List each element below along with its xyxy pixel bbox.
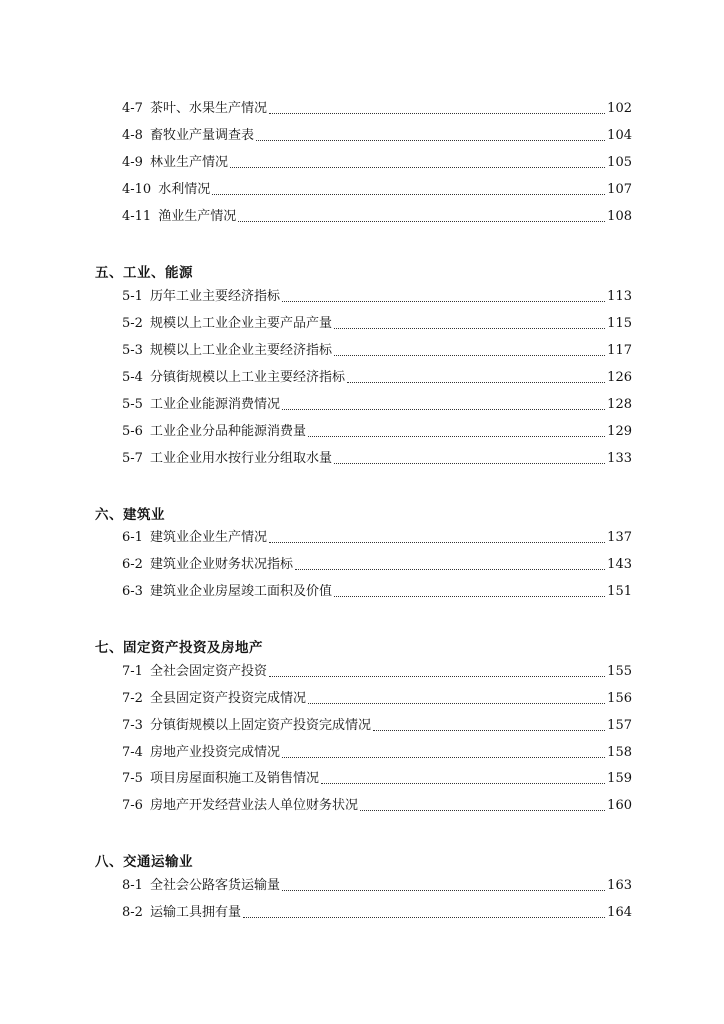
toc-entry-title: 规模以上工业企业主要产品产量: [149, 316, 332, 331]
dot-leader: [230, 166, 605, 168]
toc-entry-number: 7-6: [122, 798, 143, 813]
toc-entry[interactable]: [122, 717, 632, 735]
toc-entry[interactable]: [122, 315, 632, 333]
toc-entry[interactable]: [122, 450, 632, 468]
dot-leader: [308, 702, 605, 704]
toc-entry-title: 工业企业分品种能源消费量: [149, 424, 306, 439]
toc-entry-number: 5-7: [122, 451, 143, 466]
dot-leader: [295, 568, 605, 570]
section-heading: 五、工业、能源: [95, 265, 193, 281]
toc-entry-title: 全社会公路客货运输量: [149, 878, 280, 893]
toc-entry-page: 143: [607, 557, 632, 572]
toc-entry-title: 房地产开发经营业法人单位财务状况: [149, 798, 358, 813]
dot-leader: [373, 729, 605, 731]
toc-entry-title: 畜牧业产量调查表: [149, 128, 254, 143]
dot-leader: [269, 541, 605, 543]
dot-leader: [321, 782, 605, 784]
toc-entry-number: 4-10: [122, 182, 152, 197]
dot-leader: [238, 220, 605, 222]
toc-entry-title: 运输工具拥有量: [149, 905, 241, 920]
toc-entry[interactable]: [122, 100, 632, 118]
toc-entry-number: 7-4: [122, 745, 143, 760]
toc-entry-title: 项目房屋面积施工及销售情况: [149, 771, 319, 786]
toc-entry-number: 7-3: [122, 718, 143, 733]
toc-entry-title: 分镇街规模以上工业主要经济指标: [149, 370, 345, 385]
toc-entry-title: 工业企业能源消费情况: [149, 397, 280, 412]
toc-entry-number: 6-2: [122, 557, 143, 572]
toc-entry-page: 159: [607, 771, 632, 786]
toc-entry-page: 117: [607, 343, 632, 358]
toc-entry-title: 建筑业企业房屋竣工面积及价值: [149, 584, 332, 599]
toc-entry-page: 129: [607, 424, 632, 439]
section-heading: 六、建筑业: [95, 507, 165, 523]
toc-entry-number: 4-7: [122, 101, 143, 116]
toc-entry-number: 5-5: [122, 397, 143, 412]
toc-entry-page: 105: [607, 155, 632, 170]
dot-leader: [243, 916, 605, 918]
dot-leader: [308, 435, 605, 437]
section-heading: 八、交通运输业: [95, 854, 193, 870]
toc-entry-page: 137: [607, 530, 632, 545]
dot-leader: [282, 300, 605, 302]
toc-entry-page: 160: [607, 798, 632, 813]
toc-entry[interactable]: [122, 583, 632, 601]
toc-entry-title: 全社会固定资产投资: [149, 664, 267, 679]
toc-entry-page: 163: [607, 878, 632, 893]
toc-entry-title: 建筑业企业生产情况: [149, 530, 267, 545]
toc-entry-page: 151: [607, 584, 632, 599]
toc-entry-number: 5-1: [122, 289, 143, 304]
dot-leader: [334, 354, 605, 356]
dot-leader: [334, 327, 605, 329]
toc-entry[interactable]: [122, 556, 632, 574]
toc-entry[interactable]: [122, 904, 632, 922]
toc-entry-title: 历年工业主要经济指标: [149, 289, 280, 304]
dot-leader: [282, 408, 605, 410]
toc-entry-page: 128: [607, 397, 632, 412]
toc-entry[interactable]: [122, 154, 632, 172]
toc-entry[interactable]: [122, 690, 632, 708]
toc-entry-page: 156: [607, 691, 632, 706]
toc-entry-number: 5-2: [122, 316, 143, 331]
toc-entry[interactable]: [122, 423, 632, 441]
toc-entry-page: 115: [607, 316, 632, 331]
dot-leader: [256, 139, 605, 141]
toc-entry-number: 8-2: [122, 905, 143, 920]
toc-entry[interactable]: [122, 797, 632, 815]
dot-leader: [212, 193, 605, 195]
toc-entry-number: 7-5: [122, 771, 143, 786]
dot-leader: [282, 889, 605, 891]
toc-entry-number: 5-3: [122, 343, 143, 358]
toc-entry-number: 5-4: [122, 370, 143, 385]
toc-entry-page: 126: [607, 370, 632, 385]
toc-entry-number: 8-1: [122, 878, 143, 893]
toc-entry-title: 林业生产情况: [149, 155, 228, 170]
toc-entry-title: 渔业生产情况: [158, 209, 237, 224]
toc-entry-page: 104: [607, 128, 632, 143]
dot-leader: [269, 112, 605, 114]
dot-leader: [334, 462, 605, 464]
toc-entry-page: 102: [607, 101, 632, 116]
toc-entry-title: 水利情况: [158, 182, 211, 197]
toc-entry-page: 155: [607, 664, 632, 679]
toc-entry-title: 房地产业投资完成情况: [149, 745, 280, 760]
toc-entry-page: 113: [607, 289, 632, 304]
toc-entry-number: 7-2: [122, 691, 143, 706]
toc-entry-number: 7-1: [122, 664, 143, 679]
dot-leader: [360, 809, 605, 811]
toc-entry-number: 6-3: [122, 584, 143, 599]
toc-entry-page: 158: [607, 745, 632, 760]
toc-entry[interactable]: [122, 369, 632, 387]
toc-entry[interactable]: [122, 770, 632, 788]
toc-entry-title: 规模以上工业企业主要经济指标: [149, 343, 332, 358]
toc-entry-title: 工业企业用水按行业分组取水量: [149, 451, 332, 466]
toc-entry[interactable]: [122, 288, 632, 306]
toc-entry-number: 4-9: [122, 155, 143, 170]
toc-entry-page: 157: [607, 718, 632, 733]
toc-entry[interactable]: [122, 663, 632, 681]
toc-entry-page: 133: [607, 451, 632, 466]
dot-leader: [347, 381, 605, 383]
toc-entry-page: 107: [607, 182, 632, 197]
toc-entry[interactable]: [122, 396, 632, 414]
toc-entry-title: 分镇街规模以上固定资产投资完成情况: [149, 718, 371, 733]
toc-entry[interactable]: [122, 208, 632, 226]
toc-entry-page: 164: [607, 905, 632, 920]
dot-leader: [334, 595, 605, 597]
toc-entry-number: 5-6: [122, 424, 143, 439]
toc-entry[interactable]: [122, 744, 632, 762]
toc-entry-number: 4-8: [122, 128, 143, 143]
toc-entry-number: 6-1: [122, 530, 143, 545]
toc-entry-page: 108: [607, 209, 632, 224]
toc-entry[interactable]: [122, 529, 632, 547]
section-heading: 七、固定资产投资及房地产: [95, 640, 263, 656]
toc-entry-title: 茶叶、水果生产情况: [149, 101, 267, 116]
toc-entry[interactable]: [122, 181, 632, 199]
toc-entry[interactable]: [122, 127, 632, 145]
dot-leader: [269, 675, 605, 677]
toc-entry-number: 4-11: [122, 209, 152, 224]
toc-entry[interactable]: [122, 877, 632, 895]
toc-entry-title: 建筑业企业财务状况指标: [149, 557, 293, 572]
toc-entry[interactable]: [122, 342, 632, 360]
dot-leader: [282, 756, 605, 758]
toc-entry-title: 全县固定资产投资完成情况: [149, 691, 306, 706]
